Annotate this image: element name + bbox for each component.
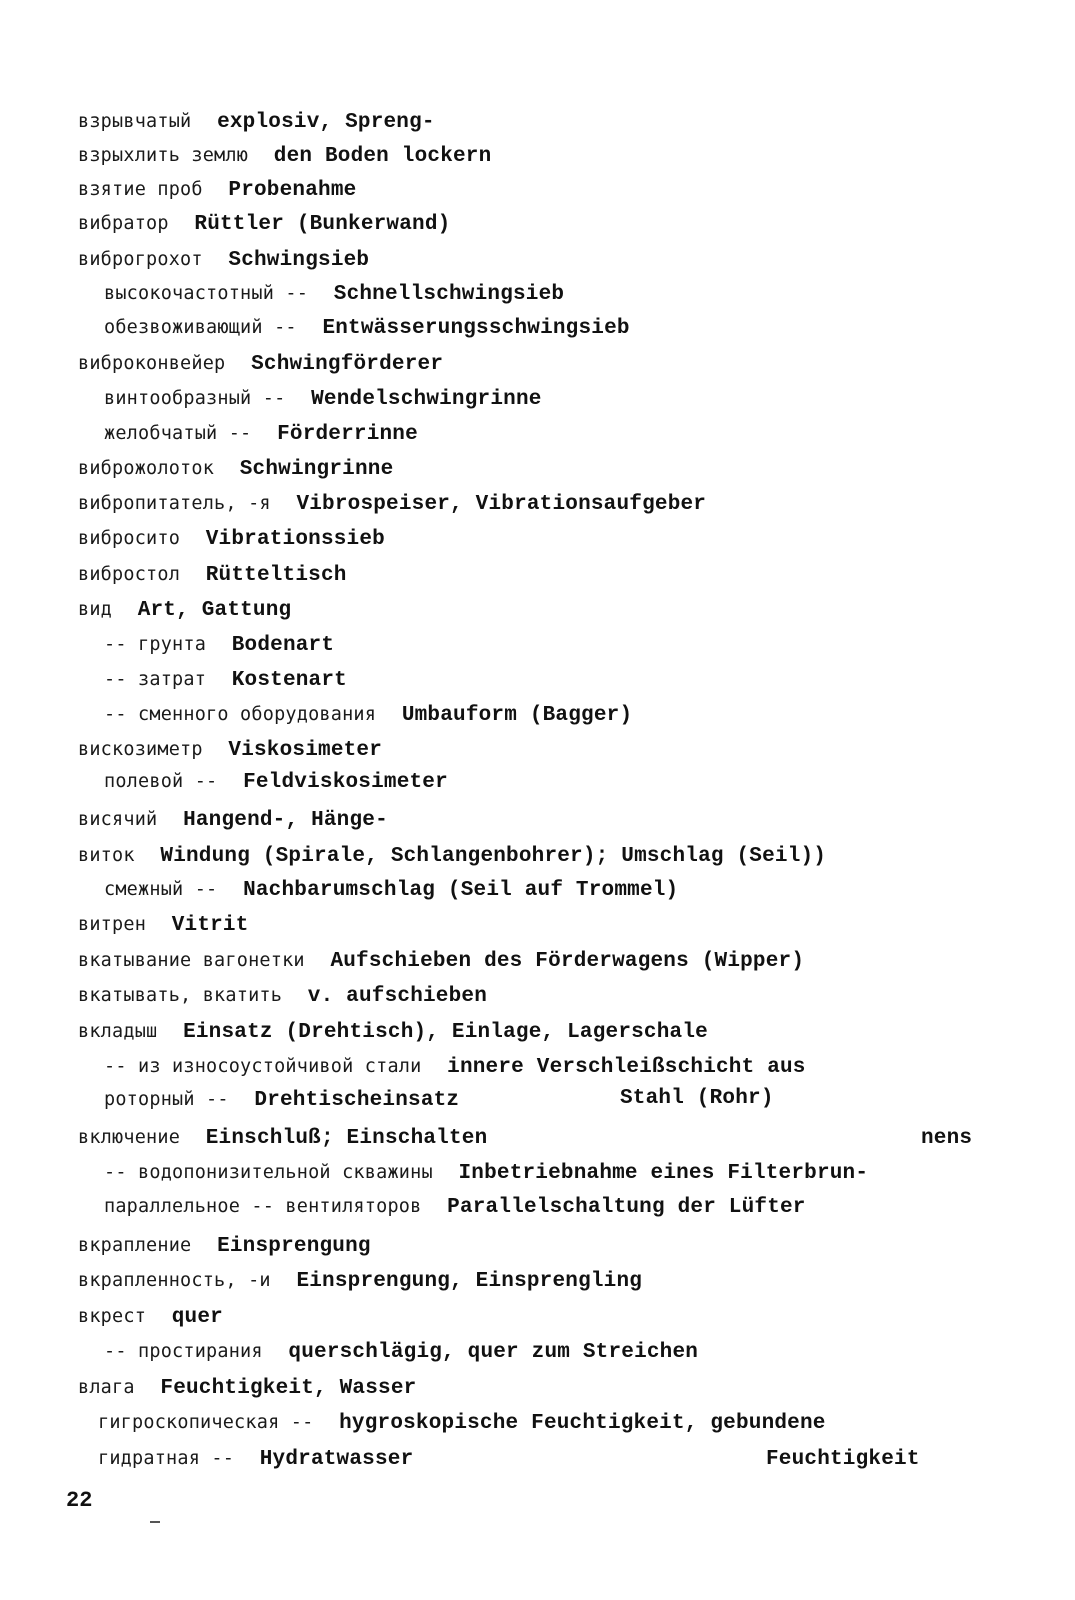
de-translation: Art, Gattung	[137, 599, 292, 622]
de-translation-continued: Stahl (Rohr)	[620, 1087, 774, 1110]
ru-term: гигроскопическая --	[98, 1412, 314, 1433]
entry-line	[98, 1408, 826, 1437]
ru-term: влага	[78, 1377, 135, 1398]
ru-term: вкрапление	[78, 1235, 192, 1256]
ru-term: взрыхлить землю	[78, 145, 249, 166]
ru-term: виброжолоток	[78, 458, 215, 479]
ru-term: -- сменного оборудования	[104, 704, 377, 725]
de-translation: Entwässerungsschwingsieb	[322, 317, 630, 340]
de-translation: Wendelschwingrinne	[311, 388, 542, 411]
entry-line	[78, 1373, 416, 1402]
ru-term: вкатывание вагонетки	[78, 950, 305, 971]
de-translation: Einsatz (Drehtisch), Einlage, Lagerschale	[183, 1021, 708, 1044]
ru-term: вибратор	[78, 213, 169, 234]
entry-line	[78, 349, 443, 378]
de-translation: v. aufschieben	[307, 985, 488, 1008]
ru-term: желобчатый --	[104, 423, 252, 444]
entry-line	[78, 524, 385, 553]
ru-term: вибросито	[78, 528, 181, 549]
entry-line	[78, 245, 369, 274]
ru-term: смежный --	[104, 879, 218, 900]
de-translation: Rüttler (Bunkerwand)	[194, 213, 451, 236]
page-number: 22	[66, 1488, 93, 1513]
entry-line	[78, 141, 491, 170]
ru-term: параллельное -- вентиляторов	[104, 1196, 422, 1217]
entry-continuation	[620, 1083, 774, 1112]
de-translation: Schwingförderer	[251, 353, 444, 376]
entry-line	[78, 841, 826, 870]
entry-line	[78, 107, 435, 136]
entry-line	[104, 630, 334, 659]
de-translation: Probenahme	[228, 179, 357, 202]
entry-line	[78, 1231, 371, 1260]
de-translation: Viskosimeter	[228, 739, 383, 762]
de-translation: hygroskopische Feuchtigkeit, gebundene	[339, 1412, 826, 1435]
entry-line	[78, 1017, 708, 1046]
de-translation: Einsprengung	[217, 1235, 371, 1258]
ru-term: -- из износоустойчивой стали	[104, 1056, 422, 1077]
de-translation: quer	[171, 1306, 223, 1329]
entry-line	[104, 700, 632, 729]
entry-line	[104, 665, 347, 694]
entry-line	[78, 175, 356, 204]
ru-term: обезвоживающий --	[104, 317, 297, 338]
ru-term: вкатывать, вкатить	[78, 985, 283, 1006]
entry-line	[78, 1302, 223, 1331]
de-translation: Nachbarumschlag (Seil auf Trommel)	[243, 879, 679, 902]
de-translation: Aufschieben des Förderwagens (Wipper)	[330, 950, 805, 973]
entry-line	[78, 560, 347, 589]
ru-term: роторный --	[104, 1089, 229, 1110]
ru-term: вкладыш	[78, 1021, 158, 1042]
de-translation: Hydratwasser	[259, 1448, 414, 1471]
de-translation: Förderrinne	[277, 423, 418, 446]
de-translation: Hangend-, Hänge-	[183, 809, 388, 832]
ru-term: -- затрат	[104, 669, 207, 690]
de-translation-continued: nens	[921, 1127, 973, 1150]
entry-line	[78, 910, 249, 939]
entry-line	[78, 209, 450, 238]
ru-term: вискозиметр	[78, 739, 203, 760]
de-translation: Kostenart	[231, 669, 347, 692]
de-translation: Feldviskosimeter	[243, 771, 448, 794]
ru-term: висячий	[78, 809, 158, 830]
de-translation: Schwingsieb	[228, 249, 370, 272]
de-translation: Bodenart	[231, 634, 335, 657]
de-translation: Einsprengung, Einsprengling	[296, 1270, 643, 1293]
entry-line	[78, 805, 388, 834]
ru-term: -- простирания	[104, 1341, 263, 1362]
entry-line	[104, 875, 678, 904]
entry-line	[104, 1337, 698, 1366]
ru-term: -- грунта	[104, 634, 207, 655]
de-translation: Parallelschaltung der Lüfter	[447, 1196, 806, 1219]
de-translation: Einschluß; Einschalten	[205, 1127, 488, 1150]
entry-line	[78, 1266, 642, 1295]
entry-line	[98, 1444, 413, 1473]
entry-line	[104, 1052, 806, 1081]
ru-term: включение	[78, 1127, 181, 1148]
de-translation: Vibrospeiser, Vibrationsaufgeber	[296, 493, 707, 516]
de-translation: Drehtischeinsatz	[254, 1089, 460, 1112]
entry-line	[104, 419, 418, 448]
ru-term: высокочастотный --	[104, 283, 309, 304]
entry-line	[78, 735, 382, 764]
de-translation: Schnellschwingsieb	[333, 283, 565, 306]
ru-term: виброгрохот	[78, 249, 203, 270]
entry-continuation	[766, 1444, 920, 1473]
ru-term: вид	[78, 599, 113, 620]
de-translation: Umbauform (Bagger)	[401, 704, 633, 727]
ru-term: взятие проб	[78, 179, 203, 200]
entry-line	[78, 946, 804, 975]
ru-term: -- водопонизительной скважины	[104, 1162, 433, 1183]
entry-line	[104, 1085, 459, 1114]
ru-term: гидратная --	[98, 1448, 235, 1469]
ru-term: виток	[78, 845, 135, 866]
de-translation: explosiv, Spreng-	[217, 111, 435, 134]
entry-continuation	[921, 1123, 972, 1152]
entry-line	[104, 384, 542, 413]
de-translation: innere Verschleißschicht aus	[447, 1056, 806, 1079]
scan-mark	[150, 1521, 160, 1523]
ru-term: полевой --	[104, 771, 218, 792]
ru-term: витрен	[78, 914, 147, 935]
de-translation: Inbetriebnahme eines Filterbrun-	[458, 1162, 869, 1185]
entry-line	[104, 313, 630, 342]
entry-line	[78, 489, 706, 518]
entry-line	[78, 1123, 487, 1152]
de-translation: Vibrationssieb	[205, 528, 385, 551]
ru-term: взрывчатый	[78, 111, 192, 132]
de-translation: querschlägig, quer zum Streichen	[288, 1341, 699, 1364]
entry-line	[104, 1158, 868, 1187]
ru-term: вибропитатель, -я	[78, 493, 271, 514]
entry-line	[104, 279, 564, 308]
entry-line	[104, 1192, 806, 1221]
ru-term: вкрапленность, -и	[78, 1270, 271, 1291]
entry-line	[78, 981, 487, 1010]
de-translation-continued: Feuchtigkeit	[766, 1448, 920, 1471]
entry-line	[78, 454, 393, 483]
de-translation: Rütteltisch	[205, 564, 347, 587]
de-translation: Schwingrinne	[239, 458, 394, 481]
de-translation: Feuchtigkeit, Wasser	[160, 1377, 417, 1400]
entry-line	[104, 767, 448, 796]
ru-term: виброконвейер	[78, 353, 226, 374]
de-translation: den Boden lockern	[273, 145, 492, 168]
de-translation: Vitrit	[171, 914, 249, 937]
de-translation: Windung (Spirale, Schlangenbohrer); Umschlag (Seil))	[160, 845, 827, 868]
entry-line	[78, 595, 291, 624]
ru-term: вкрест	[78, 1306, 147, 1327]
ru-term: винтообразный --	[104, 388, 286, 409]
ru-term: вибростол	[78, 564, 181, 585]
